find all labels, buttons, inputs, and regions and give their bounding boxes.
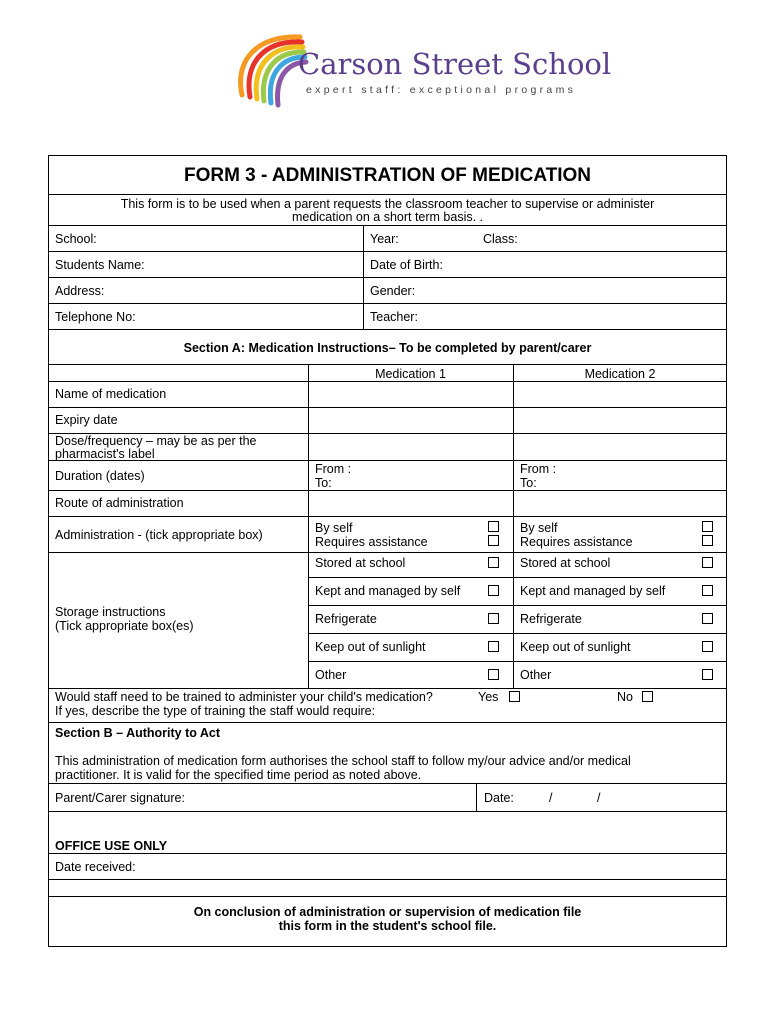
- training-description-prompt: If yes, describe the type of training the staff would require:: [55, 704, 376, 718]
- conclusion-line-1: On conclusion of administration or supervision of medication file: [193, 905, 582, 919]
- student-name-label: Students Name:: [55, 258, 145, 272]
- section-b-title: Section B – Authority to Act: [55, 726, 221, 740]
- administration-label: Administration - (tick appropriate box): [55, 528, 263, 542]
- dose-label-line-2: pharmacist's label: [55, 447, 155, 461]
- med2-other-checkbox[interactable]: [702, 669, 713, 680]
- med1-to-label: To:: [315, 476, 332, 490]
- med1-keep-out-sunlight-label: Keep out of sunlight: [315, 640, 426, 654]
- med2-to-label: To:: [520, 476, 537, 490]
- year-field-label: Year:: [370, 232, 399, 246]
- teacher-label: Teacher:: [370, 310, 418, 324]
- med1-requires-assistance-label: Requires assistance: [315, 535, 428, 549]
- med1-keep-out-sunlight-checkbox[interactable]: [488, 641, 499, 652]
- med2-stored-at-school-checkbox[interactable]: [702, 557, 713, 568]
- section-a-title: Section A: Medication Instructions– To be completed by parent/carer: [183, 341, 592, 355]
- med1-kept-managed-checkbox[interactable]: [488, 585, 499, 596]
- med2-kept-managed-label: Kept and managed by self: [520, 584, 666, 598]
- med2-keep-out-sunlight-label: Keep out of sunlight: [520, 640, 631, 654]
- telephone-label: Telephone No:: [55, 310, 136, 324]
- med2-kept-managed-checkbox[interactable]: [702, 585, 713, 596]
- signature-label: Parent/Carer signature:: [55, 791, 185, 805]
- date-received-label: Date received:: [55, 860, 136, 874]
- form-frame: [48, 155, 727, 947]
- med1-stored-at-school-label: Stored at school: [315, 556, 406, 570]
- med2-keep-out-sunlight-checkbox[interactable]: [702, 641, 713, 652]
- storage-label-line-1: Storage instructions: [55, 605, 166, 619]
- med1-by-self-checkbox[interactable]: [488, 521, 499, 532]
- authority-line-2: practitioner. It is valid for the specified time period as noted above.: [55, 768, 422, 782]
- medication-2-header: Medication 2: [584, 367, 656, 381]
- storage-label-line-2: (Tick appropriate box(es): [55, 619, 194, 633]
- med1-by-self-label: By self: [315, 521, 353, 535]
- school-tagline: expert staff: exceptional programs: [306, 84, 577, 96]
- date-separator-2: /: [597, 791, 601, 805]
- med2-by-self-checkbox[interactable]: [702, 521, 713, 532]
- authority-line-1: This administration of medication form authorises the school staff to follow my/our advice and/or medical: [55, 754, 631, 768]
- dob-label: Date of Birth:: [370, 258, 443, 272]
- med2-refrigerate-checkbox[interactable]: [702, 613, 713, 624]
- med1-kept-managed-label: Kept and managed by self: [315, 584, 461, 598]
- name-of-medication-label: Name of medication: [55, 387, 167, 401]
- intro-line-1: This form is to be used when a parent requests the classroom teacher to supervise or administer: [120, 197, 655, 211]
- form-title: FORM 3 - ADMINISTRATION OF MEDICATION: [183, 165, 592, 186]
- conclusion-line-2: this form in the student's school file.: [278, 919, 497, 933]
- med2-requires-assistance-label: Requires assistance: [520, 535, 633, 549]
- med1-other-label: Other: [315, 668, 347, 682]
- class-field-label: Class:: [483, 232, 518, 246]
- med1-from-label: From :: [315, 462, 352, 476]
- route-label: Route of administration: [55, 496, 184, 510]
- med1-requires-assistance-checkbox[interactable]: [488, 535, 499, 546]
- gender-label: Gender:: [370, 284, 416, 298]
- office-use-heading: OFFICE USE ONLY: [55, 839, 168, 853]
- med2-requires-assistance-checkbox[interactable]: [702, 535, 713, 546]
- med1-other-checkbox[interactable]: [488, 669, 499, 680]
- med1-refrigerate-checkbox[interactable]: [488, 613, 499, 624]
- expiry-date-label: Expiry date: [55, 413, 118, 427]
- address-label: Address:: [55, 284, 105, 298]
- intro-line-2: medication on a short term basis. .: [291, 210, 484, 224]
- med1-refrigerate-label: Refrigerate: [315, 612, 377, 626]
- dose-label-line-1: Dose/frequency – may be as per the: [55, 434, 257, 448]
- med2-from-label: From :: [520, 462, 557, 476]
- yes-checkbox[interactable]: [509, 691, 520, 702]
- med1-stored-at-school-checkbox[interactable]: [488, 557, 499, 568]
- date-separator-1: /: [549, 791, 553, 805]
- training-question: Would staff need to be trained to administer your child's medication?: [55, 690, 433, 704]
- med2-stored-at-school-label: Stored at school: [520, 556, 611, 570]
- med2-refrigerate-label: Refrigerate: [520, 612, 582, 626]
- school-field-label: School:: [55, 232, 97, 246]
- no-checkbox[interactable]: [642, 691, 653, 702]
- medication-1-header: Medication 1: [375, 367, 446, 381]
- med2-by-self-label: By self: [520, 521, 558, 535]
- date-label: Date:: [484, 791, 514, 805]
- duration-label: Duration (dates): [55, 469, 145, 483]
- no-label: No: [617, 690, 633, 704]
- med2-other-label: Other: [520, 668, 552, 682]
- school-name: Carson Street School: [298, 47, 612, 81]
- school-logo: [230, 33, 612, 113]
- yes-label: Yes: [478, 690, 499, 704]
